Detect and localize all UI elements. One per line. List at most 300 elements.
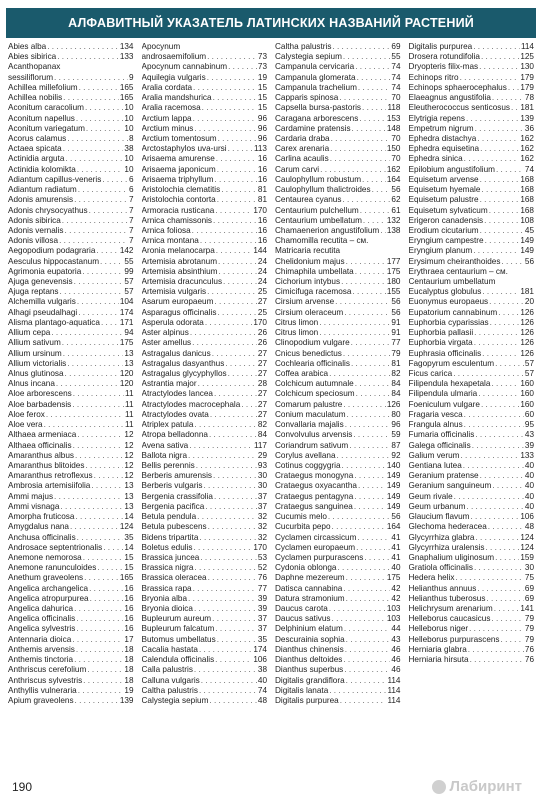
entry-page: 82 [257, 420, 267, 430]
entry-page: 170 [253, 317, 267, 327]
index-entry [275, 349, 401, 359]
entry-page: 56 [524, 256, 534, 266]
index-entry [142, 481, 268, 491]
index-entry [8, 308, 134, 318]
entry-page: 37 [257, 624, 267, 634]
entry-name: Ammi majus [8, 491, 54, 501]
index-entry [275, 195, 401, 205]
entry-page: 16 [124, 614, 134, 624]
index-entry [142, 73, 268, 83]
entry-page: 130 [520, 62, 534, 72]
index-entry [275, 185, 401, 195]
leader-dots [203, 481, 256, 491]
index-entry [142, 379, 268, 389]
leader-dots [213, 93, 257, 103]
leader-dots [44, 420, 124, 430]
leader-dots [344, 308, 390, 318]
entry-page: 133 [520, 450, 534, 460]
entry-page: 43 [391, 634, 401, 644]
index-entry [142, 471, 268, 481]
entry-name: Artemisia vulgaris [141, 287, 207, 297]
leader-dots [481, 185, 519, 195]
index-entry [142, 645, 268, 655]
leader-dots [480, 144, 519, 154]
entry-page: 30 [524, 563, 534, 573]
entry-name: Fragaria vesca [408, 409, 463, 419]
index-entry [275, 696, 401, 706]
leader-dots [83, 553, 124, 563]
index-entry [275, 522, 401, 532]
entry-name: Helianthus tuberosus [408, 593, 486, 603]
entry-name: Campanula cervicaria [275, 62, 355, 72]
entry-name: Angelica officinalis [8, 614, 76, 624]
index-entry [8, 522, 134, 532]
index-entry [409, 154, 535, 164]
entry-page: 81 [391, 358, 401, 368]
leader-dots [207, 52, 257, 62]
entry-name: Echinops sphaerocephalus [408, 82, 507, 92]
entry-page: 120 [119, 379, 134, 389]
leader-dots [215, 655, 252, 665]
entry-name: Aegopodium podagraria [8, 246, 96, 256]
entry-page: 41 [391, 552, 401, 562]
leader-dots [329, 686, 386, 696]
leader-dots [508, 83, 520, 93]
entry-page: 79 [391, 348, 401, 358]
entry-page: 7 [128, 215, 134, 225]
entry-page: 91 [391, 328, 401, 338]
entry-page: 70 [391, 154, 401, 164]
entry-name: Aster amellus [141, 338, 192, 348]
entry-page: 40 [524, 460, 534, 470]
entry-page: 149 [520, 236, 534, 246]
index-entry [142, 175, 268, 185]
leader-dots [193, 83, 257, 93]
entry-name: Adonis vernalis [8, 225, 64, 235]
entry-page: 92 [391, 450, 401, 460]
entry-name: Cardamine pratensis [275, 123, 351, 133]
entry-page: 126 [520, 328, 534, 338]
entry-page: 24 [257, 256, 267, 266]
entry-page: 175 [386, 266, 401, 276]
entry-name: Digitalis purpurea [408, 42, 473, 51]
entry-page: 106 [520, 512, 534, 522]
leader-dots [358, 83, 390, 93]
entry-page: 12 [124, 471, 134, 481]
entry-name: Butomus umbellatus [141, 634, 216, 644]
entry-page: 180 [386, 277, 401, 287]
index-entry [142, 287, 268, 297]
entry-page: 94 [124, 328, 134, 338]
entry-page: 57 [524, 358, 534, 368]
leader-dots [345, 645, 391, 655]
index-entry [8, 594, 134, 604]
index-entry [275, 103, 401, 113]
entry-page: 13 [124, 501, 134, 511]
entry-page: 74 [391, 82, 401, 92]
entry-name: Echinops ritro [408, 72, 459, 82]
leader-dots [63, 144, 124, 154]
leader-dots [225, 359, 257, 369]
leader-dots [511, 103, 519, 113]
entry-page: 45 [524, 225, 534, 235]
leader-dots [76, 645, 123, 655]
leader-dots [87, 665, 123, 675]
entry-name: Calystegia sepium [275, 52, 342, 62]
leader-dots [498, 308, 519, 318]
entry-name: Coffea arabica [275, 369, 329, 378]
leader-dots [56, 379, 119, 389]
entry-page: 7 [128, 205, 134, 215]
index-entry [8, 614, 134, 624]
index-entry [275, 379, 401, 389]
index-entry [8, 676, 134, 686]
leader-dots [228, 144, 253, 154]
entry-page: 15 [257, 93, 267, 103]
entry-name: Hedera helix [408, 573, 455, 583]
leader-dots [362, 103, 386, 113]
entry-name: Atractylodes macrocephala [141, 399, 241, 409]
index-entry [142, 665, 268, 675]
index-entry [8, 134, 134, 144]
leader-dots [355, 62, 390, 72]
leader-dots [78, 308, 119, 318]
leader-dots [78, 185, 128, 195]
entry-page: 139 [520, 113, 534, 123]
index-entry [8, 216, 134, 226]
entry-name: Aronia melanocarpa [141, 246, 215, 256]
entry-page: 164 [386, 174, 401, 184]
leader-dots [193, 584, 257, 594]
index-entry [142, 338, 268, 348]
entry-page: 61 [391, 205, 401, 215]
entry-name: Betula pubescens [141, 522, 207, 532]
entry-name: Apocynum [141, 42, 181, 51]
leader-dots [343, 655, 390, 665]
entry-name: Conium maculatum [275, 409, 346, 419]
entry-name: Atropa belladonna [141, 430, 208, 440]
entry-name: Ballota nigra [141, 450, 188, 460]
index-entry [142, 103, 268, 113]
index-entry [8, 62, 134, 72]
entry-page: 35 [257, 634, 267, 644]
entry-name: Crataegus oxyacantha [275, 481, 357, 491]
leader-dots [464, 420, 524, 430]
leader-dots [63, 93, 119, 103]
leader-dots [454, 492, 524, 502]
entry-name: Bergenia pacifica [141, 501, 205, 511]
entry-name: Acorus calamus [8, 133, 67, 143]
entry-name: Centaurium umbellatum [275, 215, 362, 225]
entry-name: Cyclamen purpurascens [275, 552, 364, 562]
entry-page: 27 [257, 399, 267, 409]
entry-name: Atractylodes lancea [141, 389, 213, 399]
entry-name: Bergenia crassifolia [141, 491, 213, 501]
entry-page: 73 [257, 62, 267, 72]
index-column-1 [8, 42, 134, 777]
leader-dots [208, 522, 257, 532]
index-entry [275, 73, 401, 83]
entry-name: Amygdalus nana [8, 522, 69, 532]
index-entry [8, 114, 134, 124]
entry-page: 57 [524, 369, 534, 378]
entry-name: Angelica sylvestris [8, 624, 76, 634]
index-entry [275, 594, 401, 604]
entry-page: 168 [520, 195, 534, 205]
entry-name: Anethum graveolens [8, 573, 84, 583]
entry-name: Armoracia rusticana [141, 205, 215, 215]
leader-dots [351, 338, 391, 348]
entry-name: Aralia cordata [141, 82, 193, 92]
index-entry [142, 144, 268, 154]
leader-dots [344, 624, 391, 634]
entry-page: 84 [257, 430, 267, 440]
leader-dots [205, 502, 257, 512]
entry-name: Helichrysum arenarium [408, 604, 493, 614]
entry-page: 13 [124, 348, 134, 358]
index-entry [409, 645, 535, 655]
index-entry [142, 461, 268, 471]
entry-name: Angelica atropurpurea [8, 593, 89, 603]
leader-dots [210, 410, 257, 420]
entry-name: Galega officinalis [408, 440, 471, 450]
leader-dots [219, 267, 257, 277]
index-entry [409, 441, 535, 451]
leader-dots [60, 287, 124, 297]
index-entry [409, 165, 535, 175]
entry-page: 79 [524, 634, 534, 644]
index-entry [409, 655, 535, 665]
entry-name: Erigeron canadensis [408, 215, 484, 225]
entry-name: Glechoma hederacea [408, 522, 487, 532]
entry-page: 150 [386, 144, 401, 154]
index-entry [409, 400, 535, 410]
entry-name: Ambrosia artemisiifolia [8, 481, 91, 491]
entry-page: 11 [125, 420, 134, 430]
index-entry [8, 461, 134, 471]
index-entry [275, 420, 401, 430]
leader-dots [72, 400, 124, 410]
entry-page: 40 [524, 491, 534, 501]
leader-dots [77, 533, 124, 543]
leader-dots [475, 124, 524, 134]
leader-dots [473, 42, 520, 52]
entry-page: 160 [520, 379, 534, 389]
leader-dots [189, 441, 253, 451]
index-entry [275, 42, 401, 52]
entry-page: 160 [520, 399, 534, 409]
entry-name: Descurainia sophia [275, 634, 345, 644]
entry-page: 141 [520, 604, 534, 614]
entry-page: 46 [391, 644, 401, 654]
entry-page: 24 [257, 277, 267, 287]
page-title: АЛФАВИТНЫЙ УКАЗАТЕЛЬ ЛАТИНСКИХ НАЗВАНИЙ РАСТЕНИЙ [68, 16, 474, 30]
entry-name: Alhagi pseudalhagi [8, 307, 78, 317]
leader-dots [212, 614, 257, 624]
leader-dots [214, 492, 257, 502]
index-entry [409, 359, 535, 369]
entry-page: 76 [524, 644, 534, 654]
index-entry [142, 604, 268, 614]
entry-name: Campanula glomerata [275, 72, 356, 82]
entry-name: Aconitum variegatum [8, 123, 85, 133]
entry-name: Brassica oleracea [141, 573, 207, 583]
entry-page: 174 [119, 307, 134, 317]
leader-dots [54, 73, 128, 83]
entry-page: 24 [257, 266, 267, 276]
entry-name: Anthyllis vulneraria [8, 685, 77, 695]
entry-name: Acanthopanax [8, 62, 61, 72]
index-entry [142, 686, 268, 696]
entry-name: Euphrasia officinalis [408, 348, 482, 358]
index-entry [8, 226, 134, 236]
leader-dots [77, 430, 123, 440]
index-entry [142, 257, 268, 267]
entry-page: 91 [391, 317, 401, 327]
index-entry [409, 257, 535, 267]
index-entry [275, 287, 401, 297]
entry-name: Arisaema triphyllum [141, 174, 214, 184]
entry-page: 159 [520, 552, 534, 562]
entry-page: 6 [128, 185, 134, 195]
index-entry [8, 338, 134, 348]
leader-dots [486, 594, 523, 604]
entry-name: Crataegus sanguinea [275, 501, 353, 511]
entry-name: Glycyrrhiza uralensis [408, 542, 485, 552]
index-entry [8, 144, 134, 154]
entry-page: 149 [386, 501, 401, 511]
entry-name: Dryopteris filix-mas [408, 62, 479, 72]
leader-dots [488, 522, 524, 532]
entry-page: 13 [124, 481, 134, 491]
index-entry [409, 573, 535, 583]
leader-dots [475, 533, 519, 543]
leader-dots [194, 420, 257, 430]
entry-page: 57 [124, 287, 134, 297]
entry-name: Anthriscus sylvestris [8, 675, 83, 685]
index-entry [275, 52, 401, 62]
leader-dots [351, 359, 390, 369]
leader-dots [460, 73, 520, 83]
entry-page: 124 [520, 532, 534, 542]
entry-page: 14 [124, 512, 134, 522]
entry-page: 79 [524, 614, 534, 624]
entry-name: Epilobium angustifolium [408, 164, 495, 174]
entry-page: 77 [391, 338, 401, 348]
index-entry [8, 206, 134, 216]
entry-page: 162 [520, 154, 534, 164]
entry-page: 15 [124, 552, 134, 562]
entry-page: 73 [257, 52, 267, 62]
entry-name: Apium graveolens [8, 696, 74, 705]
entry-name: Datisca cannabina [275, 583, 343, 593]
entry-page: 46 [391, 655, 401, 665]
index-entry [275, 257, 401, 267]
entry-page: 56 [391, 297, 401, 307]
entry-name: Daucus carota [275, 604, 328, 614]
entry-page: 171 [119, 317, 134, 327]
leader-dots [343, 52, 390, 62]
entry-name: Elaeagnus angustifolia [408, 93, 491, 103]
leader-dots [482, 349, 519, 359]
entry-name: Althaea armeniaca [8, 430, 77, 440]
entry-page: 10 [124, 164, 134, 174]
index-entry [8, 73, 134, 83]
leader-dots [192, 338, 257, 348]
entry-page: 12 [124, 440, 134, 450]
index-entry [142, 206, 268, 216]
entry-name: Apocynum cannabinum [141, 62, 228, 72]
leader-dots [354, 502, 386, 512]
index-entry [8, 471, 134, 481]
entry-name: Atriplex patula [141, 420, 194, 430]
leader-dots [478, 389, 519, 399]
entry-page: 18 [124, 655, 134, 665]
entry-page: 20 [524, 297, 534, 307]
index-entry [142, 676, 268, 686]
entry-name: Allium sativum [8, 338, 61, 348]
entry-name: Aquilegia vulgaris [141, 72, 206, 82]
index-entry [275, 165, 401, 175]
entry-name: Campanula trachelium [275, 82, 357, 92]
index-entry [275, 277, 401, 287]
entry-name: Cucumis melo [275, 512, 327, 522]
leader-dots [346, 573, 386, 583]
entry-page: 40 [524, 481, 534, 491]
entry-page: 44 [391, 624, 401, 634]
index-entry [142, 277, 268, 287]
index-entry [142, 308, 268, 318]
entry-page: 96 [257, 133, 267, 143]
leader-dots [102, 175, 128, 185]
entry-name: Cyclamen europaeum [275, 542, 356, 552]
leader-dots [482, 287, 519, 297]
entry-name: Aesculus hippocastanum [8, 256, 100, 266]
index-entry [8, 359, 134, 369]
entry-page: 6 [128, 174, 134, 184]
index-entry [409, 481, 535, 491]
entry-name: Androsace septentrionalis [8, 542, 103, 552]
leader-dots [335, 297, 390, 307]
leader-dots [329, 369, 390, 379]
entry-name: Euphorbia virgata [408, 338, 473, 348]
entry-name: Amorpha fruticosa [8, 512, 75, 522]
entry-page: 16 [124, 624, 134, 634]
entry-name: Datura stramonium [275, 593, 345, 603]
entry-page: 162 [386, 164, 401, 174]
index-entry [142, 553, 268, 563]
index-entry [142, 624, 268, 634]
index-entry [409, 297, 535, 307]
leader-dots [343, 349, 390, 359]
entry-name: Ficus carica [408, 369, 453, 378]
leader-dots [78, 686, 124, 696]
leader-dots [501, 257, 523, 267]
leader-dots [362, 175, 386, 185]
entry-name: Alchemilla vulgaris [8, 297, 76, 307]
leader-dots [74, 277, 124, 287]
entry-page: 118 [387, 103, 401, 113]
leader-dots [328, 512, 391, 522]
entry-page: 15 [257, 82, 267, 92]
index-entry [275, 461, 401, 471]
index-entry [8, 185, 134, 195]
entry-name: Gratiola officinalis [408, 563, 473, 573]
index-entry [275, 676, 401, 686]
index-entry [142, 297, 268, 307]
index-entry [8, 236, 134, 246]
entry-page: 40 [524, 501, 534, 511]
